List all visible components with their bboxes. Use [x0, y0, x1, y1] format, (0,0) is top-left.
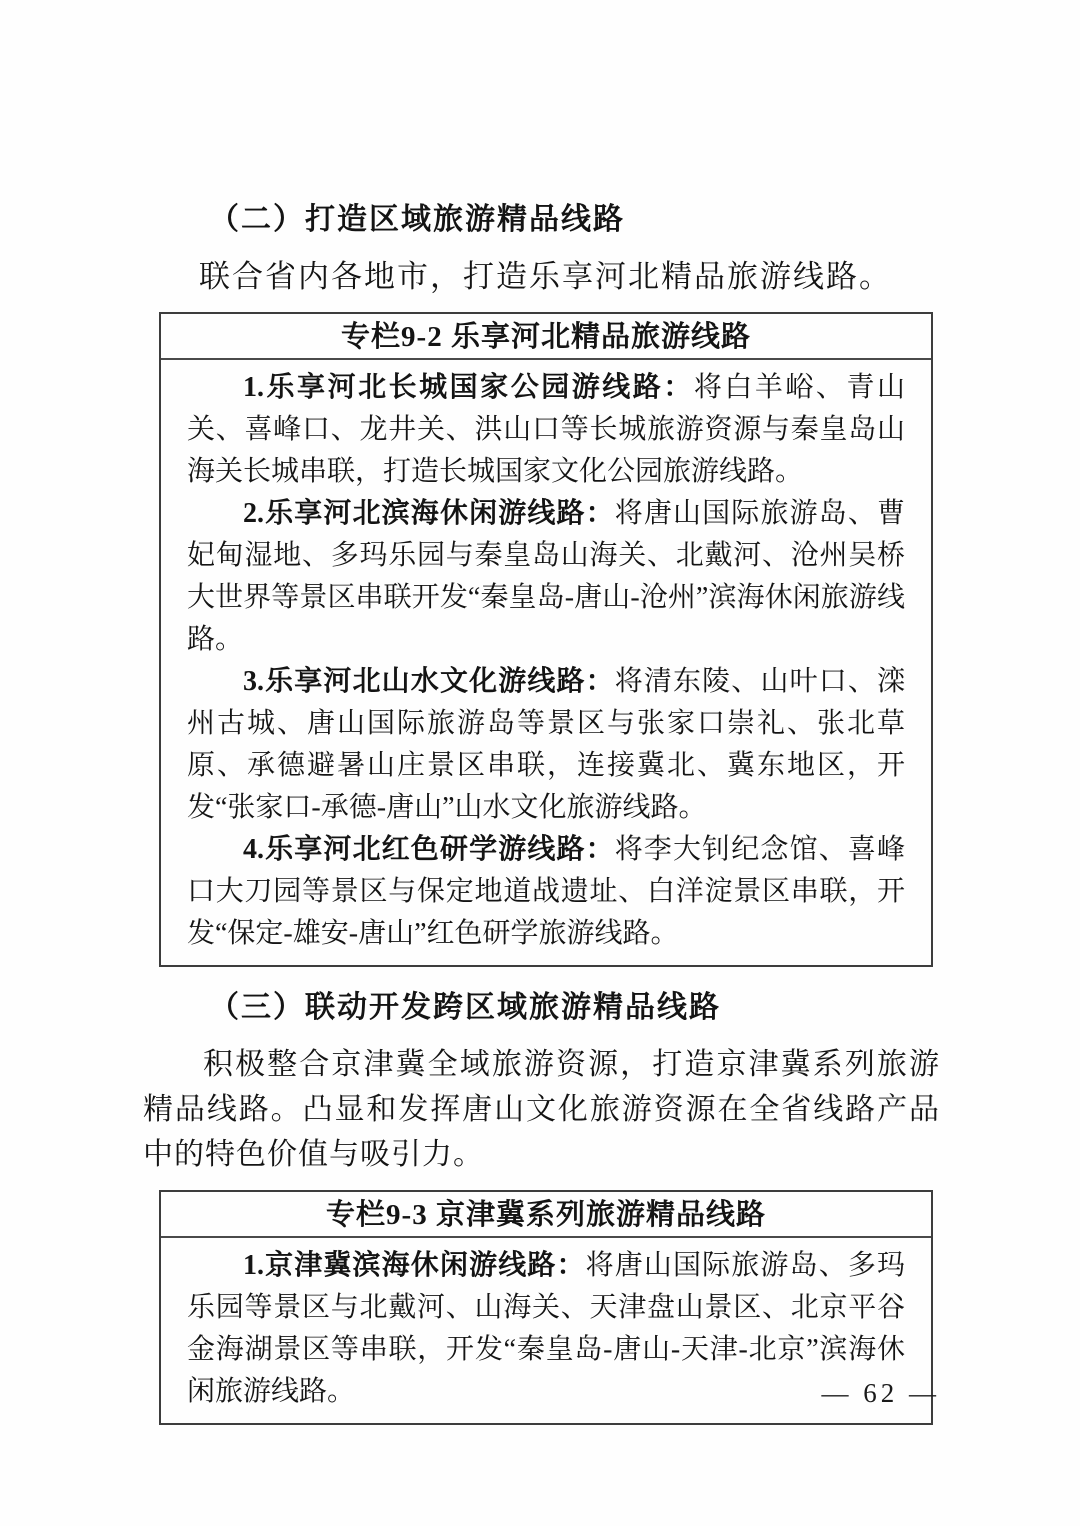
panel-9-2-body: [161, 360, 931, 965]
panel-9-3: [159, 1190, 933, 1425]
panel-item: [187, 493, 905, 661]
panel-item: [187, 661, 905, 829]
panel-9-3-body: [161, 1238, 931, 1423]
panel-item: [187, 1245, 905, 1413]
item-2-label: 2.乐享河北滨海休闲游线路：: [243, 498, 615, 529]
item-3-text: 将清东陵、山叶口、滦州古城、唐山国际旅游岛等景区与张家口崇礼、张北草原、承德避暑山庄景区串联，连接冀北、冀东地区，开发“张家口-承德-唐山”山水文化旅游线路。: [187, 666, 905, 823]
item-3-label: 3.乐享河北山水文化游线路：: [243, 666, 615, 697]
panel-9-2-title: 专栏9-2 乐享河北精品旅游线路: [161, 314, 931, 360]
panel-item: [187, 829, 905, 955]
section-3-lead-paragraph: 积极整合京津冀全域旅游资源，打造京津冀系列旅游精品线路。凸显和发挥唐山文化旅游资源在全省线路产品中的特色价值与吸引力。: [143, 1048, 940, 1171]
page-content: [143, 203, 940, 1425]
item-4-label: 4.乐享河北红色研学游线路：: [243, 834, 615, 865]
item-1-text: 将唐山国际旅游岛、多玛乐园等景区与北戴河、山海关、天津盘山景区、北京平谷金海湖景区等串联，开发“秦皇岛-唐山-天津-北京”滨海休闲旅游线路。: [187, 1250, 905, 1407]
item-1-label: 1.乐享河北长城国家公园游线路：: [243, 372, 694, 403]
item-1-text: 将白羊峪、青山关、喜峰口、龙井关、洪山口等长城旅游资源与秦皇岛山海关长城串联，打造长城国家文化公园旅游线路。: [187, 372, 905, 487]
panel-9-2: [159, 312, 933, 967]
item-4-text: 将李大钊纪念馆、喜峰口大刀园等景区与保定地道战遗址、白洋淀景区串联，开发“保定-雄安-唐山”红色研学旅游线路。: [187, 834, 905, 949]
section-2-lead-paragraph: 联合省内各地市，打造乐享河北精品旅游线路。: [199, 259, 892, 294]
section-heading-2: （二）打造区域旅游精品线路: [209, 203, 625, 236]
section-heading-3: （三）联动开发跨区域旅游精品线路: [209, 991, 721, 1024]
item-1-label: 1.京津冀滨海休闲游线路：: [243, 1250, 586, 1281]
panel-9-3-title: 专栏9-3 京津冀系列旅游精品线路: [161, 1192, 931, 1238]
panel-item: [187, 367, 905, 493]
item-2-text: 将唐山国际旅游岛、曹妃甸湿地、多玛乐园与秦皇岛山海关、北戴河、沧州吴桥大世界等景区串联开发“秦皇岛-唐山-沧州”滨海休闲旅游线路。: [187, 498, 905, 655]
page-number: — 62 —: [821, 1378, 940, 1408]
